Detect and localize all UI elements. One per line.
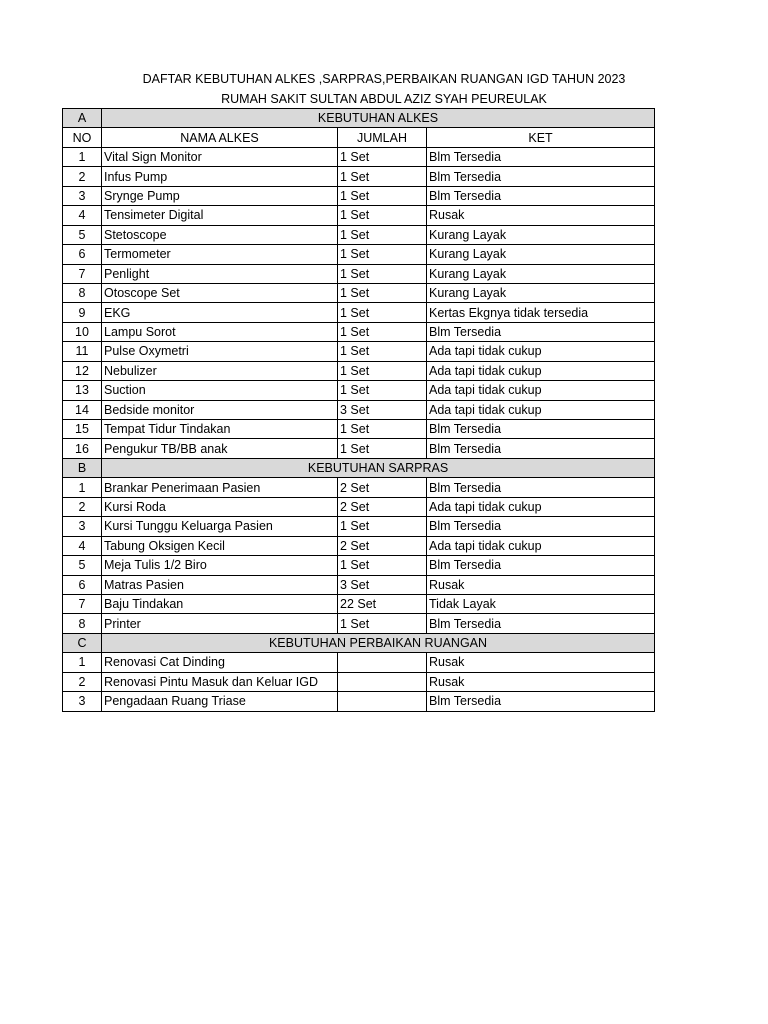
table-row (63, 478, 655, 497)
item-name: Printer (102, 614, 338, 633)
column-header-row (63, 128, 655, 147)
section-code: B (63, 458, 102, 477)
item-name: Baju Tindakan (102, 594, 338, 613)
table-row (63, 381, 655, 400)
item-name: Pengukur TB/BB anak (102, 439, 338, 458)
row-number: 2 (63, 167, 102, 186)
item-note: Blm Tersedia (427, 478, 655, 497)
item-quantity: 1 Set (338, 517, 427, 536)
table-row (63, 167, 655, 186)
row-number: 3 (63, 186, 102, 205)
row-number: 1 (63, 147, 102, 166)
column-header-name: NAMA ALKES (102, 128, 338, 147)
document-title: DAFTAR KEBUTUHAN ALKES ,SARPRAS,PERBAIKAN RUANGAN IGD TAHUN 2023 (142, 72, 626, 86)
item-name: Pengadaan Ruang Triase (102, 692, 338, 711)
item-name: Stetoscope (102, 225, 338, 244)
item-quantity: 2 Set (338, 497, 427, 516)
item-note: Blm Tersedia (427, 439, 655, 458)
table-row (63, 322, 655, 341)
table-row (63, 672, 655, 691)
item-name: Matras Pasien (102, 575, 338, 594)
section-title: KEBUTUHAN ALKES (102, 109, 655, 128)
item-note: Ada tapi tidak cukup (427, 400, 655, 419)
item-note: Blm Tersedia (427, 167, 655, 186)
item-note: Tidak Layak (427, 594, 655, 613)
item-name: Nebulizer (102, 361, 338, 380)
item-name: Renovasi Pintu Masuk dan Keluar IGD (102, 672, 338, 691)
item-name: Infus Pump (102, 167, 338, 186)
item-note: Blm Tersedia (427, 692, 655, 711)
table-row (63, 439, 655, 458)
item-quantity: 22 Set (338, 594, 427, 613)
item-name: Suction (102, 381, 338, 400)
row-number: 8 (63, 283, 102, 302)
item-name: Kursi Tunggu Keluarga Pasien (102, 517, 338, 536)
row-number: 2 (63, 497, 102, 516)
item-quantity: 2 Set (338, 478, 427, 497)
item-quantity: 1 Set (338, 264, 427, 283)
item-note: Blm Tersedia (427, 614, 655, 633)
row-number: 16 (63, 439, 102, 458)
row-number: 6 (63, 245, 102, 264)
item-note: Kurang Layak (427, 245, 655, 264)
section-title: KEBUTUHAN SARPRAS (102, 458, 655, 477)
table-row (63, 575, 655, 594)
row-number: 9 (63, 303, 102, 322)
table-row (63, 342, 655, 361)
row-number: 8 (63, 614, 102, 633)
item-name: Brankar Penerimaan Pasien (102, 478, 338, 497)
row-number: 2 (63, 672, 102, 691)
row-number: 14 (63, 400, 102, 419)
item-note: Ada tapi tidak cukup (427, 361, 655, 380)
item-quantity: 1 Set (338, 186, 427, 205)
item-quantity: 1 Set (338, 225, 427, 244)
item-name: Kursi Roda (102, 497, 338, 516)
item-note: Blm Tersedia (427, 322, 655, 341)
item-quantity: 1 Set (338, 556, 427, 575)
column-header-no: NO (63, 128, 102, 147)
item-quantity (338, 672, 427, 691)
item-quantity (338, 653, 427, 672)
item-note: Ada tapi tidak cukup (427, 381, 655, 400)
table-row (63, 614, 655, 633)
row-number: 3 (63, 692, 102, 711)
table-row (63, 420, 655, 439)
row-number: 4 (63, 536, 102, 555)
item-note: Ada tapi tidak cukup (427, 497, 655, 516)
item-name: Vital Sign Monitor (102, 147, 338, 166)
table-row (63, 303, 655, 322)
item-quantity: 1 Set (338, 614, 427, 633)
table-row (63, 536, 655, 555)
table-row (63, 594, 655, 613)
item-quantity: 3 Set (338, 575, 427, 594)
table-row (63, 517, 655, 536)
row-number: 10 (63, 322, 102, 341)
item-name: Renovasi Cat Dinding (102, 653, 338, 672)
item-quantity: 1 Set (338, 420, 427, 439)
item-quantity: 1 Set (338, 322, 427, 341)
table-row (63, 225, 655, 244)
item-quantity: 1 Set (338, 147, 427, 166)
item-note: Blm Tersedia (427, 517, 655, 536)
item-note: Rusak (427, 672, 655, 691)
section-header-a (63, 109, 655, 128)
item-quantity: 1 Set (338, 206, 427, 225)
row-number: 11 (63, 342, 102, 361)
item-note: Blm Tersedia (427, 186, 655, 205)
section-header-b (63, 458, 655, 477)
item-name: Srynge Pump (102, 186, 338, 205)
item-note: Kurang Layak (427, 264, 655, 283)
table-row (63, 361, 655, 380)
table-row (63, 147, 655, 166)
column-header-ket: KET (427, 128, 655, 147)
row-number: 13 (63, 381, 102, 400)
item-note: Rusak (427, 653, 655, 672)
item-name: Otoscope Set (102, 283, 338, 302)
item-note: Blm Tersedia (427, 556, 655, 575)
item-name: Tempat Tidur Tindakan (102, 420, 338, 439)
item-quantity: 1 Set (338, 361, 427, 380)
item-name: Meja Tulis 1/2 Biro (102, 556, 338, 575)
item-quantity: 1 Set (338, 381, 427, 400)
item-note: Blm Tersedia (427, 420, 655, 439)
row-number: 5 (63, 556, 102, 575)
item-quantity: 3 Set (338, 400, 427, 419)
table-row (63, 556, 655, 575)
row-number: 12 (63, 361, 102, 380)
item-note: Ada tapi tidak cukup (427, 342, 655, 361)
item-note: Rusak (427, 206, 655, 225)
column-header-qty: JUMLAH (338, 128, 427, 147)
table-row (63, 186, 655, 205)
table-row (63, 283, 655, 302)
item-name: Pulse Oxymetri (102, 342, 338, 361)
item-note: Ada tapi tidak cukup (427, 536, 655, 555)
item-note: Blm Tersedia (427, 147, 655, 166)
section-header-c (63, 633, 655, 652)
item-quantity: 1 Set (338, 303, 427, 322)
document-subtitle: RUMAH SAKIT SULTAN ABDUL AZIZ SYAH PEUREULAK (221, 92, 547, 106)
item-quantity: 1 Set (338, 245, 427, 264)
item-name: Tabung Oksigen Kecil (102, 536, 338, 555)
section-code: A (63, 109, 102, 128)
table-row (63, 692, 655, 711)
item-quantity: 2 Set (338, 536, 427, 555)
item-quantity: 1 Set (338, 439, 427, 458)
row-number: 6 (63, 575, 102, 594)
row-number: 1 (63, 653, 102, 672)
item-quantity: 1 Set (338, 283, 427, 302)
section-title: KEBUTUHAN PERBAIKAN RUANGAN (102, 633, 655, 652)
item-quantity (338, 692, 427, 711)
needs-table-body (63, 109, 655, 712)
item-quantity: 1 Set (338, 342, 427, 361)
needs-table (62, 108, 655, 712)
section-code: C (63, 633, 102, 652)
row-number: 7 (63, 594, 102, 613)
item-note: Kurang Layak (427, 283, 655, 302)
item-name: Termometer (102, 245, 338, 264)
item-name: Tensimeter Digital (102, 206, 338, 225)
item-name: Penlight (102, 264, 338, 283)
table-row (63, 264, 655, 283)
row-number: 7 (63, 264, 102, 283)
item-name: EKG (102, 303, 338, 322)
row-number: 4 (63, 206, 102, 225)
item-note: Rusak (427, 575, 655, 594)
row-number: 3 (63, 517, 102, 536)
item-name: Bedside monitor (102, 400, 338, 419)
row-number: 15 (63, 420, 102, 439)
item-note: Kurang Layak (427, 225, 655, 244)
table-row (63, 400, 655, 419)
table-row (63, 653, 655, 672)
row-number: 5 (63, 225, 102, 244)
table-row (63, 206, 655, 225)
table-row (63, 245, 655, 264)
item-name: Lampu Sorot (102, 322, 338, 341)
row-number: 1 (63, 478, 102, 497)
item-quantity: 1 Set (338, 167, 427, 186)
item-note: Kertas Ekgnya tidak tersedia (427, 303, 655, 322)
table-row (63, 497, 655, 516)
